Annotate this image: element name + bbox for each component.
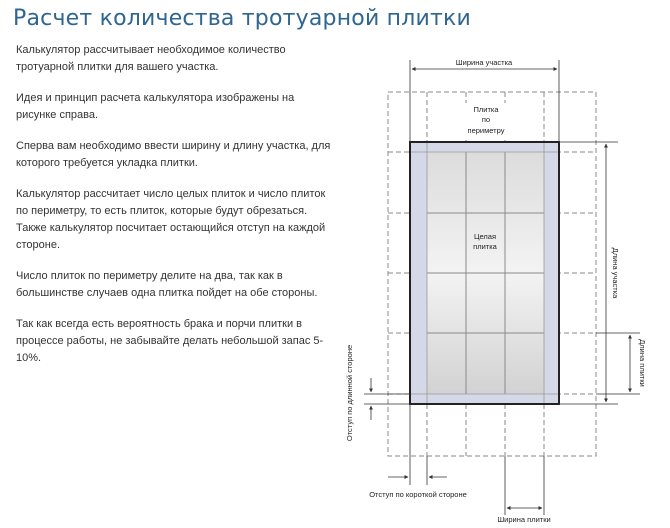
paragraph-intro: Калькулятор рассчитывает необходимое количество тротуарной плитки для вашего участка. (16, 44, 286, 73)
perimeter-label-line2: по (481, 115, 491, 124)
paragraph-reserve: Так как всегда есть вероятность брака и порчи плитки в процессе работы, не забывайте делать небольшой запас 5-10%. (16, 318, 324, 364)
tile-length-dimension (596, 333, 640, 394)
width-label: Ширина участка (455, 58, 513, 67)
tile-width-dimension (505, 456, 544, 515)
tile-width-label: Ширина плитки (497, 515, 551, 524)
short-side-offset-dimension (388, 404, 447, 485)
tile-length-label: Длина плитки (638, 339, 647, 387)
perimeter-label-line3: периметру (467, 126, 505, 135)
whole-label-line2: плитка (473, 242, 497, 251)
perimeter-label-line1: Плитка (473, 105, 499, 114)
page-title: Расчет количества тротуарной плитки (13, 6, 471, 31)
length-label: Длина участка (611, 247, 620, 299)
paragraph-idea: Идея и принцип расчета калькулятора изображены на рисунке справа. (16, 92, 295, 121)
short-side-offset-label: Отступ по короткой стороне (369, 490, 467, 499)
paragraph-calc: Калькулятор рассчитает число целых плиток и число плиток по периметру, то есть плиток, которые будут обрезаться. Также калькулятор посчитает остающийся отступ на каждой стороне. (16, 188, 326, 251)
long-side-offset-dimension (364, 378, 410, 420)
long-side-offset-label: Отступ по длинной стороне (345, 344, 354, 442)
paragraph-perimeter: Число плиток по периметру делите на два, так как в большинстве случаев одна плитка пойдет на обе стороны. (16, 270, 318, 299)
whole-label-line1: Целая (473, 232, 497, 241)
paragraph-input: Сперва вам необходимо ввести ширину и длину участка, для которого требуется укладка плитки. (16, 140, 331, 169)
